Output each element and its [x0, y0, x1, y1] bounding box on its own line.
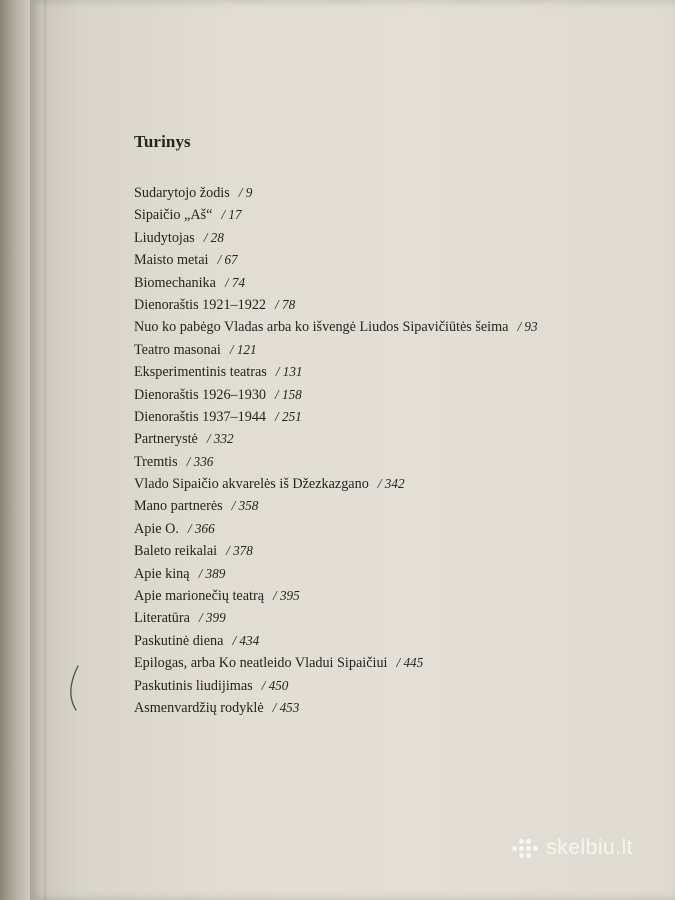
toc-entry-title: Biomechanika: [134, 274, 216, 291]
toc-entry: [134, 316, 654, 338]
pencil-mark-icon: [64, 664, 84, 712]
toc-entry: [134, 249, 654, 271]
toc-entry-title: Literatūra: [134, 610, 190, 627]
toc-entry: [134, 697, 654, 719]
toc-entry-page: / 67: [217, 252, 238, 268]
watermark-text: skelbiu.lt: [546, 836, 633, 859]
dots-logo-icon: [512, 839, 538, 858]
watermark: [512, 836, 633, 860]
toc-entry-title: Liudytojas: [134, 229, 195, 246]
toc-entry-title: Mano partnerės: [134, 498, 223, 515]
table-of-contents: [134, 132, 654, 719]
toc-entry: [134, 473, 654, 495]
toc-entry-title: Partnerystė: [134, 431, 198, 448]
toc-entry-page: / 332: [206, 431, 234, 447]
toc-entry-title: Apie marionečių teatrą: [134, 588, 264, 605]
toc-entry: [134, 361, 654, 383]
toc-entry-title: Sudarytojo žodis: [134, 185, 230, 201]
toc-entry: [134, 294, 654, 316]
toc-entry-page: / 453: [272, 699, 300, 715]
toc-entry: [134, 675, 654, 697]
toc-title: Turinys: [134, 132, 191, 151]
toc-entry-title: Teatro masonai: [134, 341, 221, 358]
toc-entry-page: / 450: [261, 677, 289, 693]
toc-entry-title: Maisto metai: [134, 252, 209, 269]
toc-entry-page: / 378: [226, 543, 253, 559]
toc-entry-title: Baleto reikalai: [134, 543, 218, 560]
toc-entry: [134, 630, 654, 652]
toc-entry-title: Epilogas, arba Ko neatleido Vladui Sipaičiui: [134, 655, 388, 672]
toc-entry-title: Apie kiną: [134, 565, 190, 582]
toc-entry-page: / 342: [377, 476, 405, 492]
toc-entry-page: / 131: [275, 364, 303, 380]
toc-entry: [134, 607, 654, 629]
toc-entry-page: / 251: [275, 408, 302, 424]
toc-entry-page: / 366: [187, 520, 215, 536]
toc-entry-title: Vlado Sipaičio akvarelės iš Džezkazgano: [134, 476, 369, 493]
toc-entry: [134, 339, 654, 361]
toc-entry-title: Tremtis: [134, 453, 178, 470]
toc-entry-title: Dienoraštis 1921–1922: [134, 296, 267, 313]
toc-entry: [134, 585, 654, 607]
toc-entry-page: / 445: [396, 655, 424, 671]
toc-entry-page: / 121: [229, 341, 257, 357]
toc-entry-page: / 336: [186, 453, 214, 469]
toc-entry-title: Asmenvardžių rodyklė: [134, 699, 264, 716]
toc-entry-page: / 78: [275, 296, 296, 312]
toc-entry: [134, 272, 654, 294]
toc-entry-page: / 358: [231, 498, 259, 514]
page-edge-shadow: [44, 0, 48, 900]
toc-entry-page: / 389: [198, 565, 226, 581]
toc-entry: [134, 540, 654, 562]
toc-entry-page: / 434: [232, 632, 260, 648]
toc-entry-page: / 74: [224, 274, 246, 290]
toc-entry-title: Dienoraštis 1937–1944: [134, 408, 267, 425]
toc-entry-page: / 399: [198, 610, 226, 626]
toc-entry: [134, 428, 654, 450]
toc-entry-page: / 158: [275, 386, 302, 402]
toc-entry: [134, 495, 654, 517]
toc-entry: [134, 406, 654, 428]
toc-entry-page: / 28: [203, 229, 224, 245]
toc-entry-title: Paskutinis liudijimas: [134, 677, 253, 694]
toc-entry-title: Dienoraštis 1926–1930: [134, 386, 267, 403]
toc-entry-title: Nuo ko pabėgo Vladas arba ko išvengė Liudos Sipavičiūtės šeima: [134, 319, 509, 336]
toc-entry: [134, 563, 654, 585]
toc-entry-page: / 9: [238, 185, 253, 200]
toc-entry-title: Paskutinė diena: [134, 632, 224, 649]
toc-entry: [134, 518, 654, 540]
toc-entry: [134, 182, 654, 204]
book-gutter: [0, 0, 30, 900]
toc-entry-page: / 17: [221, 207, 242, 223]
toc-entry: [134, 204, 654, 226]
toc-entry: [134, 652, 654, 674]
toc-entry-title: Eksperimentinis teatras: [134, 364, 267, 381]
toc-list: [134, 182, 654, 719]
toc-entry: [134, 451, 654, 473]
toc-entry: [134, 384, 654, 406]
toc-entry-page: / 395: [273, 588, 300, 604]
toc-entry-title: Apie O.: [134, 520, 179, 537]
toc-entry-page: / 93: [517, 319, 538, 335]
toc-entry-title: Sipaičio „Aš“: [134, 207, 213, 224]
toc-entry: [134, 227, 654, 249]
